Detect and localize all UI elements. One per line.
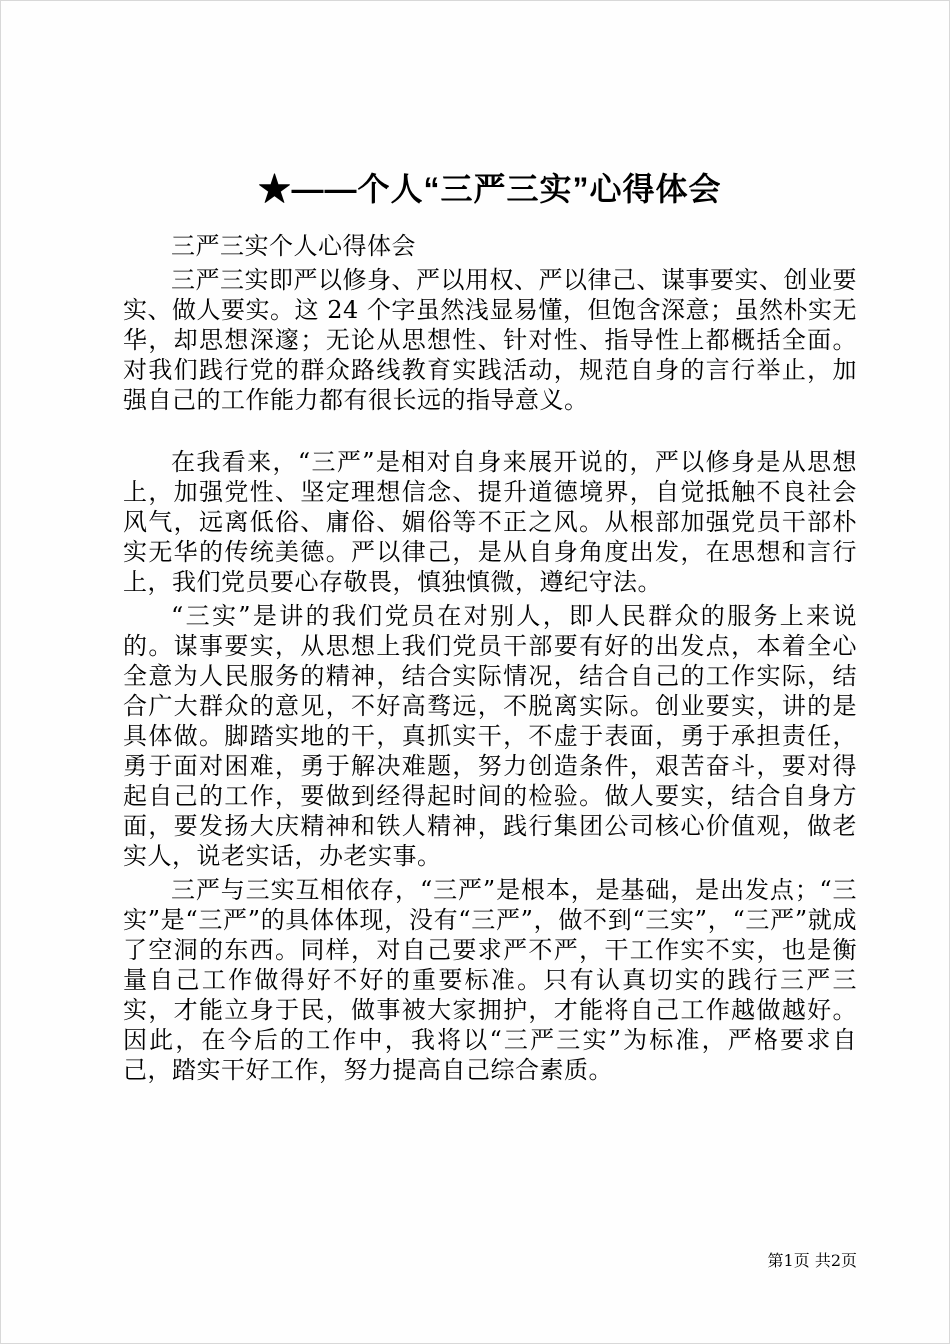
paragraph: 三严与三实互相依存，“三严”是根本，是基础，是出发点；“三实”是“三严”的具体体现，没有“三严”，做不到“三实”，“三严”就成了空洞的东西。同样，对自己要求严不严，干工作实不实，也是衡量自己工作做得好不好的重要标准。只有认真切实的践行三严三实，才能立身于民，做事被大家拥护，才能将自己工作越做越好。因此，在今后的工作中，我将以“三严三实”为标准，严格要求自己，踏实干好工作，努力提高自己综合素质。 xyxy=(123,876,857,1084)
page-indicator: 第1页 共2页 xyxy=(767,1251,857,1270)
paragraph: 三严三实即严以修身、严以用权、严以律己、谋事要实、创业要实、做人要实。这 24 个字虽然浅显易懂，但饱含深意；虽然朴实无华，却思想深邃；无论从思想性、针对性、指导性上都概括全面。对我们践行党的群众路线教育实践活动，规范自身的言行举止，加强自己的工作能力都有很长远的指导意义。 xyxy=(123,266,857,414)
document-title: ★——个人“三严三实”心得体会 xyxy=(258,171,722,207)
page-footer xyxy=(768,1251,857,1271)
paragraph: “三实”是讲的我们党员在对别人，即人民群众的服务上来说的。谋事要实，从思想上我们党员干部要有好的出发点，本着全心全意为人民服务的精神，结合实际情况，结合自己的工作实际，结合广大群众的意见，不好高骛远，不脱离实际。创业要实，讲的是具体做。脚踏实地的干，真抓实干，不虚于表面，勇于承担责任，勇于面对困难，勇于解决难题，努力创造条件，艰苦奋斗，要对得起自己的工作，要做到经得起时间的检验。做人要实，结合自身方面，要发扬大庆精神和铁人精神，践行集团公司核心价值观，做老实人，说老实话，办老实事。 xyxy=(123,602,857,870)
document-body xyxy=(123,231,857,1085)
paragraph: 在我看来，“三严”是相对自身来展开说的，严以修身是从思想上，加强党性、坚定理想信念、提升道德境界，自觉抵触不良社会风气，远离低俗、庸俗、媚俗等不正之风。从根部加强党员干部朴实无华的传统美德。严以律己，是从自身角度出发，在思想和言行上，我们党员要心存敬畏，慎独慎微，遵纪守法。 xyxy=(123,448,857,596)
document-subtitle: 三严三实个人心得体会 xyxy=(171,232,416,260)
